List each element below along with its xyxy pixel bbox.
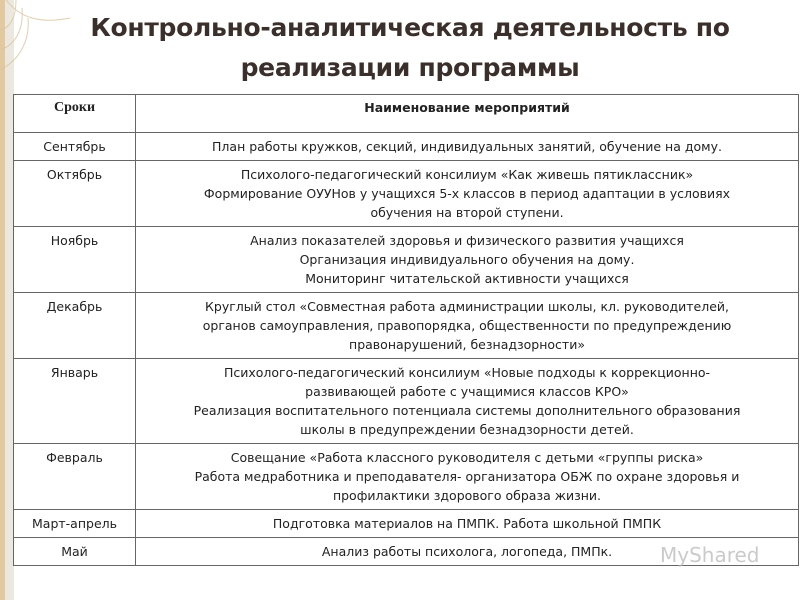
- table-header-row: [14, 95, 799, 133]
- row-month: Январь: [14, 359, 136, 444]
- event-line: Анализ работы психолога, логопеда, ПМПк.: [321, 544, 613, 559]
- title-line-1: Контрольно-аналитическая деятельность по: [90, 13, 730, 42]
- event-line: Работа медработника и преподавателя- организатора ОБЖ по охране здоровья и: [194, 469, 740, 484]
- event-line: Психолого-педагогический консилиум «Новые подходы к коррекционно-: [223, 365, 711, 380]
- event-line: профилактики здорового образа жизни.: [332, 488, 602, 503]
- row-events: [136, 510, 799, 538]
- event-line: Мониторинг читательской активности учащихся: [305, 271, 629, 286]
- event-line: Реализация воспитательного потенциала системы дополнительного образования: [193, 403, 741, 418]
- row-month: Сентябрь: [14, 133, 136, 161]
- event-line: Круглый стол «Совместная работа администрации школы, кл. руководителей,: [205, 299, 729, 314]
- row-month: Октябрь: [14, 161, 136, 227]
- row-month: Декабрь: [14, 293, 136, 359]
- event-line: Подготовка материалов на ПМПК. Работа школьной ПМПК: [272, 516, 662, 531]
- event-line: Анализ показателей здоровья и физического развития учащихся: [250, 233, 684, 248]
- event-line: Совещание «Работа классного руководителя с детьми «группы риска»: [230, 450, 704, 465]
- event-line: План работы кружков, секций, индивидуальных занятий, обучение на дому.: [212, 139, 722, 154]
- table-body: [14, 133, 799, 566]
- table-row: [14, 359, 799, 444]
- event-line: школы в предупреждении безнадзорности детей.: [300, 422, 634, 437]
- event-line: Формирование ОУУНов у учащихся 5-х классов в период адаптации в условиях: [203, 186, 731, 201]
- table-row: [14, 293, 799, 359]
- table-row: [14, 227, 799, 293]
- row-events: [136, 359, 799, 444]
- row-month: Март-апрель: [14, 510, 136, 538]
- table-row: [14, 161, 799, 227]
- table-row: [14, 538, 799, 566]
- row-events: [136, 293, 799, 359]
- event-line: обучения на второй ступени.: [370, 205, 564, 220]
- schedule-table: [13, 94, 799, 566]
- row-month: Ноябрь: [14, 227, 136, 293]
- event-line: органов самоуправления, правопорядка, общественности по предупреждению: [202, 318, 732, 333]
- column-header-dates: Сроки: [14, 95, 136, 133]
- event-line: правонарушений, безнадзорности»: [349, 337, 585, 352]
- event-line: Организация индивидуального обучения на дому.: [299, 252, 635, 267]
- row-events: [136, 161, 799, 227]
- row-month: Февраль: [14, 444, 136, 510]
- title-line-2: реализации программы: [240, 53, 580, 82]
- row-events: [136, 133, 799, 161]
- row-month: Май: [14, 538, 136, 566]
- event-line: Психолого-педагогический консилиум «Как живешь пятиклассник»: [240, 167, 694, 182]
- column-header-events: Наименование мероприятий: [136, 95, 799, 133]
- event-line: развивающей работе с учащимися классов КРО»: [305, 384, 629, 399]
- table-row: [14, 510, 799, 538]
- row-events: [136, 444, 799, 510]
- row-events: [136, 227, 799, 293]
- row-events: [136, 538, 799, 566]
- svg-text:MyShared: MyShared: [660, 543, 760, 567]
- table-row: [14, 133, 799, 161]
- table-row: [14, 444, 799, 510]
- slide-title: [40, 8, 780, 88]
